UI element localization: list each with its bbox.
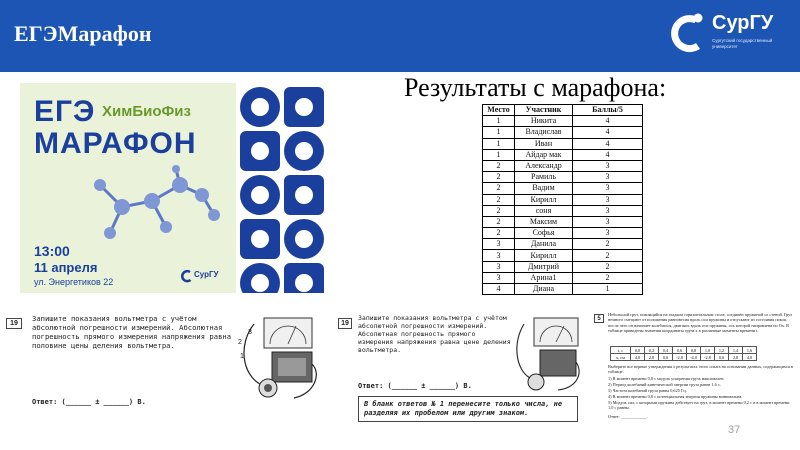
cell-score: 3 bbox=[573, 205, 643, 216]
cell-score: 3 bbox=[573, 172, 643, 183]
task-text: Запишите показания вольтметра с учётом абсолютной погрешности измерений. Абсолютная погрешность прямого измерения напряжения равна цене деления вольтметра. bbox=[358, 314, 511, 354]
cell-place: 2 bbox=[483, 228, 515, 239]
table-row bbox=[483, 116, 643, 127]
task-text: Запишите показания вольтметра с учётом абсолютной погрешности измерений. Абсолютная погрешность прямого измерения напряжения равна половине цены деления вольтметра. bbox=[32, 314, 232, 350]
task-option: 2) Период колебаний кинетической энергии груза равен 1,6 с. bbox=[608, 382, 721, 387]
table-row bbox=[483, 138, 643, 149]
cell-score: 3 bbox=[573, 160, 643, 171]
svg-text:3: 3 bbox=[248, 329, 252, 336]
cell-place: 1 bbox=[483, 116, 515, 127]
time-position-table bbox=[610, 346, 757, 361]
cell-score: 4 bbox=[573, 116, 643, 127]
page-number: 37 bbox=[728, 424, 741, 436]
cell-place: 1 bbox=[483, 127, 515, 138]
poster-logo-icon bbox=[180, 269, 194, 283]
task-answer-line: Ответ: (______ ± ______) В. bbox=[358, 382, 472, 390]
task-text: Небольшой груз, покоящийся на гладком горизонтальном столе, соединён пружиной со стеной. Груз немного смещают от положения равновесия вдоль оси пружины и отпускают из состояния покоя, после чего он начинает колебаться, двигаясь вдоль оси пружины, ось которой направлена по Ox. В таблице приведены значения координаты груза x в различные моменты времени t. bbox=[608, 312, 793, 333]
table-cell: 4,0 bbox=[631, 354, 645, 361]
slide-title: ЕГЭМарафон bbox=[14, 21, 152, 46]
cell-score: 2 bbox=[573, 272, 643, 283]
cell-place: 1 bbox=[483, 149, 515, 160]
cell-place: 2 bbox=[483, 216, 515, 227]
table-cell: 1,4 bbox=[729, 347, 743, 354]
cell-place: 3 bbox=[483, 250, 515, 261]
cell-place: 3 bbox=[483, 261, 515, 272]
cell-participant: Софья bbox=[515, 228, 573, 239]
task-number: 5 bbox=[594, 314, 604, 323]
table-cell: 0,8 bbox=[687, 347, 701, 354]
poster-marathon: МАРАФОН bbox=[34, 127, 197, 160]
cell-participant: Александр bbox=[515, 160, 573, 171]
column-header-score: Баллы/5 bbox=[573, 105, 643, 116]
cell-participant: Данила bbox=[515, 239, 573, 250]
table-row bbox=[483, 228, 643, 239]
logo-name: СурГУ bbox=[712, 12, 774, 34]
table-cell: 2,8 bbox=[729, 354, 743, 361]
cell-score: 2 bbox=[573, 261, 643, 272]
surgu-logo bbox=[668, 10, 788, 64]
task-answer-line: Ответ: ____________. bbox=[608, 414, 648, 419]
task-option: 5) Модуль сил, с которыми пружина действует на груз, в момент времени 0,2 с и в момент времени 1,0 с равны. bbox=[608, 400, 790, 411]
table-cell: 0,0 bbox=[715, 354, 729, 361]
cell-place: 2 bbox=[483, 160, 515, 171]
cell-place: 2 bbox=[483, 194, 515, 205]
cell-score: 3 bbox=[573, 183, 643, 194]
table-cell: -2,8 bbox=[673, 354, 687, 361]
poster-date: 11 апреля bbox=[34, 260, 98, 275]
task-option: 4) В момент времени 0,8 с потенциальная энергия пружины минимальна. bbox=[608, 394, 743, 399]
cell-place: 3 bbox=[483, 272, 515, 283]
cell-score: 3 bbox=[573, 216, 643, 227]
table-cell: -2,8 bbox=[701, 354, 715, 361]
task-scan-2 bbox=[336, 310, 586, 430]
table-row bbox=[483, 239, 643, 250]
results-table bbox=[482, 104, 643, 295]
cell-participant: Вадим bbox=[515, 183, 573, 194]
cell-score: 2 bbox=[573, 250, 643, 261]
voltmeter-circuit-image bbox=[512, 314, 586, 394]
table-cell: 4,0 bbox=[743, 354, 757, 361]
poster-ege: ЕГЭ bbox=[34, 95, 96, 128]
cell-participant: Рамиль bbox=[515, 172, 573, 183]
table-row bbox=[483, 284, 643, 295]
table-cell: 0,4 bbox=[659, 347, 673, 354]
cell-participant: Максим bbox=[515, 216, 573, 227]
poster-subjects: ХимБиоФиз bbox=[102, 103, 191, 120]
header-bar bbox=[0, 0, 800, 72]
cell-participant: Никита bbox=[515, 116, 573, 127]
table-cell: 1,2 bbox=[715, 347, 729, 354]
table-row bbox=[611, 354, 757, 361]
task-option: 1) В момент времени 0,8 с модуль ускорения груза максимален. bbox=[608, 376, 725, 381]
poster-address: ул. Энергетиков 22 bbox=[34, 277, 114, 287]
table-cell: 1,6 bbox=[743, 347, 757, 354]
cell-place: 1 bbox=[483, 138, 515, 149]
cell-score: 4 bbox=[573, 149, 643, 160]
task-number: 19 bbox=[6, 318, 22, 329]
cell-place: 3 bbox=[483, 239, 515, 250]
poster-pattern bbox=[236, 83, 328, 293]
cell-score: 4 bbox=[573, 127, 643, 138]
task-instruction-note: В бланк ответов № 1 перенесите только числа, не разделяя их пробелом или другим знаком. bbox=[358, 396, 578, 422]
table-row bbox=[483, 160, 643, 171]
table-row bbox=[483, 205, 643, 216]
column-header-participant: Участник bbox=[515, 105, 573, 116]
table-cell: x, см bbox=[611, 354, 631, 361]
molecule-icon bbox=[80, 165, 230, 245]
cell-score: 4 bbox=[573, 138, 643, 149]
results-heading: Результаты с марафона: bbox=[404, 73, 667, 102]
cell-score: 1 bbox=[573, 284, 643, 295]
table-cell: t, с bbox=[611, 347, 631, 354]
table-row bbox=[483, 272, 643, 283]
task-instruction: Выберите все верные утверждения о результатах этого опыта на основании данных, содержащихся в таблице. bbox=[608, 364, 793, 375]
cell-score: 3 bbox=[573, 194, 643, 205]
svg-text:2: 2 bbox=[238, 339, 242, 346]
task-scan-3 bbox=[592, 310, 796, 426]
cell-participant: соня bbox=[515, 205, 573, 216]
task-answer-line: Ответ: (______ ± ______) В. bbox=[32, 398, 146, 406]
table-cell: 0,0 bbox=[631, 347, 645, 354]
table-row bbox=[483, 250, 643, 261]
task-option: 3) Частота колебаний груза равна 0,625 Гц. bbox=[608, 388, 687, 393]
cell-participant: Кирилл bbox=[515, 194, 573, 205]
table-row bbox=[483, 183, 643, 194]
cell-participant: Диана bbox=[515, 284, 573, 295]
logo-subtitle: Сургутский государственный университет bbox=[712, 38, 773, 49]
table-row bbox=[483, 261, 643, 272]
task-scan-1 bbox=[2, 310, 332, 420]
table-row bbox=[611, 347, 757, 354]
cell-participant: Владислав bbox=[515, 127, 573, 138]
marathon-poster bbox=[20, 83, 328, 293]
table-cell: 1,0 bbox=[701, 347, 715, 354]
table-cell: -4,0 bbox=[687, 354, 701, 361]
table-row bbox=[483, 149, 643, 160]
cell-participant: Арина1 bbox=[515, 272, 573, 283]
poster-logo-text: СурГУ bbox=[194, 270, 219, 279]
cell-participant: Айдар мак bbox=[515, 149, 573, 160]
cell-participant: Кирилл bbox=[515, 250, 573, 261]
cell-participant: Иван bbox=[515, 138, 573, 149]
poster-logo bbox=[180, 266, 230, 286]
logo-ring-icon bbox=[668, 12, 708, 56]
table-cell: 0,2 bbox=[645, 347, 659, 354]
table-row bbox=[483, 194, 643, 205]
voltmeter-circuit-image bbox=[234, 314, 326, 404]
poster-time: 13:00 bbox=[34, 243, 70, 259]
table-cell: 0,6 bbox=[673, 347, 687, 354]
decorative-pattern bbox=[236, 83, 328, 293]
cell-score: 2 bbox=[573, 239, 643, 250]
table-row bbox=[483, 127, 643, 138]
results-header-row bbox=[483, 105, 643, 116]
column-header-place: Место bbox=[483, 105, 515, 116]
cell-score: 3 bbox=[573, 228, 643, 239]
cell-place: 4 bbox=[483, 284, 515, 295]
svg-text:1: 1 bbox=[240, 353, 244, 360]
table-cell: 0,0 bbox=[659, 354, 673, 361]
cell-place: 2 bbox=[483, 172, 515, 183]
table-row bbox=[483, 216, 643, 227]
table-cell: 2,8 bbox=[645, 354, 659, 361]
cell-place: 2 bbox=[483, 183, 515, 194]
cell-participant: Дмитрий bbox=[515, 261, 573, 272]
table-row bbox=[483, 172, 643, 183]
task-number: 19 bbox=[338, 318, 352, 329]
cell-place: 2 bbox=[483, 205, 515, 216]
